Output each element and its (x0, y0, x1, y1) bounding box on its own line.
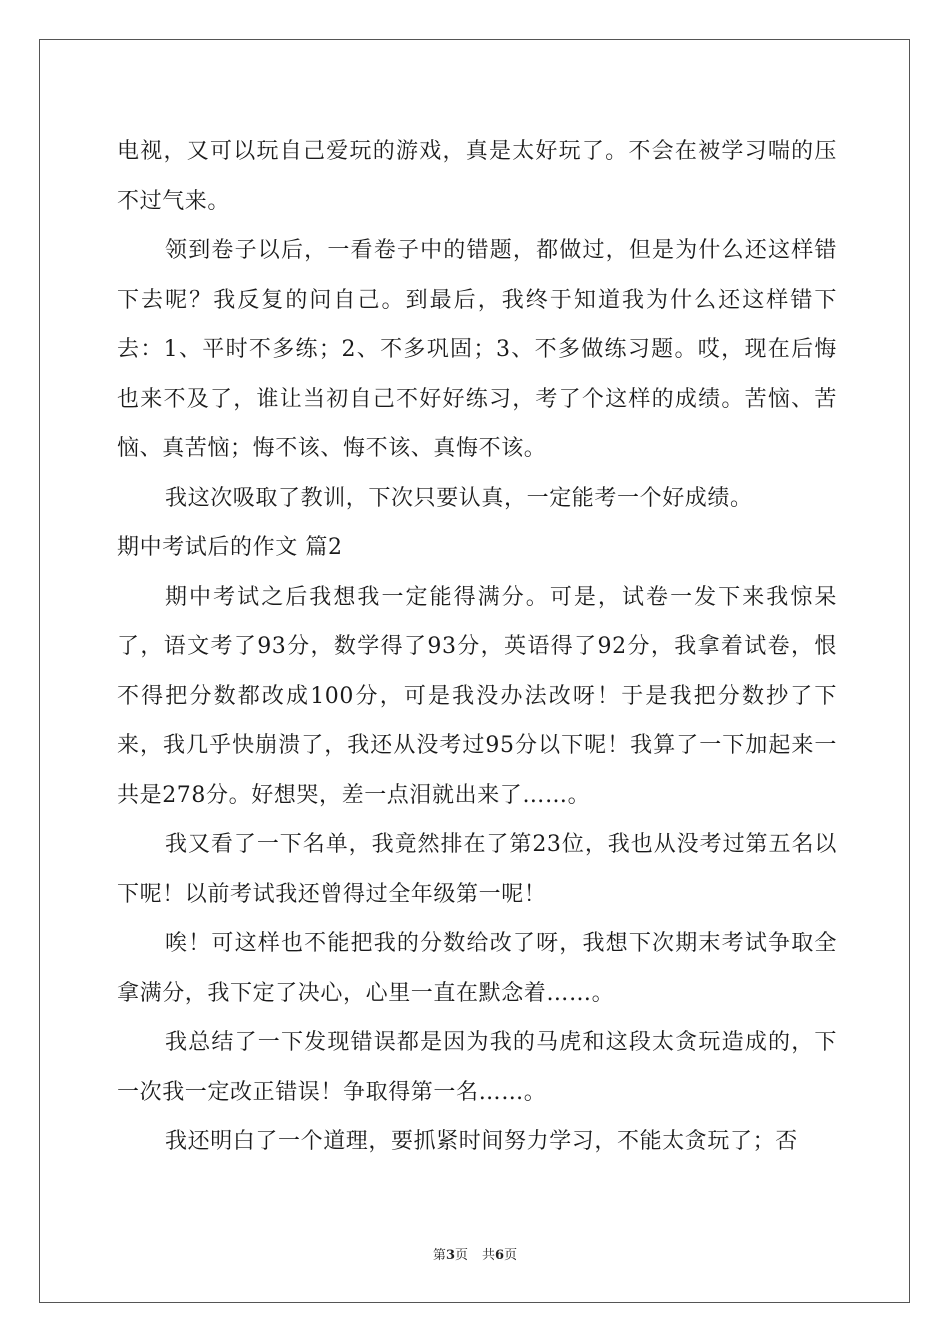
current-page: 3 (445, 1248, 455, 1263)
page-total: 共6页 (482, 1248, 518, 1263)
paragraph: 唉！可这样也不能把我的分数给改了呀，我想下次期末考试争取全拿满分，我下定了决心，心里一直在默念着……。 (117, 931, 837, 1006)
paragraph: 领到卷子以后，一看卷子中的错题，都做过，但是为什么还这样错下去呢？我反复的问自己。到最后，我终于知道我为什么还这样错下去：1、平时不多练；2、不多巩固；3、不多做练习题。哎，现在后悔也来不及了，谁让当初自己不好好练习，考了个这样的成绩。苦恼、苦恼、真苦恼；悔不该、悔不该、真悔不该。 (117, 238, 837, 461)
section-heading: 期中考试后的作文 篇2 (117, 535, 343, 560)
page-footer (0, 1244, 950, 1263)
paragraph: 期中考试之后我想我一定能得满分。可是，试卷一发下来我惊呆了，语文考了93分，数学得了93分，英语得了92分，我拿着试卷，恨不得把分数都改成100分，可是我没办法改呀！于是我把分数抄了下来，我几乎快崩溃了，我还从没考过95分以下呢！我算了一下加起来一共是278分。好想哭，差一点泪就出来了……。 (117, 584, 837, 808)
page-number: 第3页 (432, 1248, 468, 1263)
paragraph: 电视，又可以玩自己爱玩的游戏，真是太好玩了。不会在被学习喘的压不过气来。 (117, 139, 837, 214)
paragraph: 我还明白了一个道理，要抓紧时间努力学习，不能太贪玩了；否 (165, 1129, 798, 1154)
total-pages: 6 (495, 1248, 505, 1263)
paragraph: 我又看了一下名单，我竟然排在了第23位，我也从没考过第五名以下呢！以前考试我还曾得过全年级第一呢！ (117, 832, 837, 907)
paragraph: 我总结了一下发现错误都是因为我的马虎和这段太贪玩造成的，下一次我一定改正错误！争取得第一名……。 (117, 1030, 837, 1105)
paragraph: 我这次吸取了教训，下次只要认真，一定能考一个好成绩。 (165, 485, 753, 511)
document-body (117, 127, 837, 1167)
